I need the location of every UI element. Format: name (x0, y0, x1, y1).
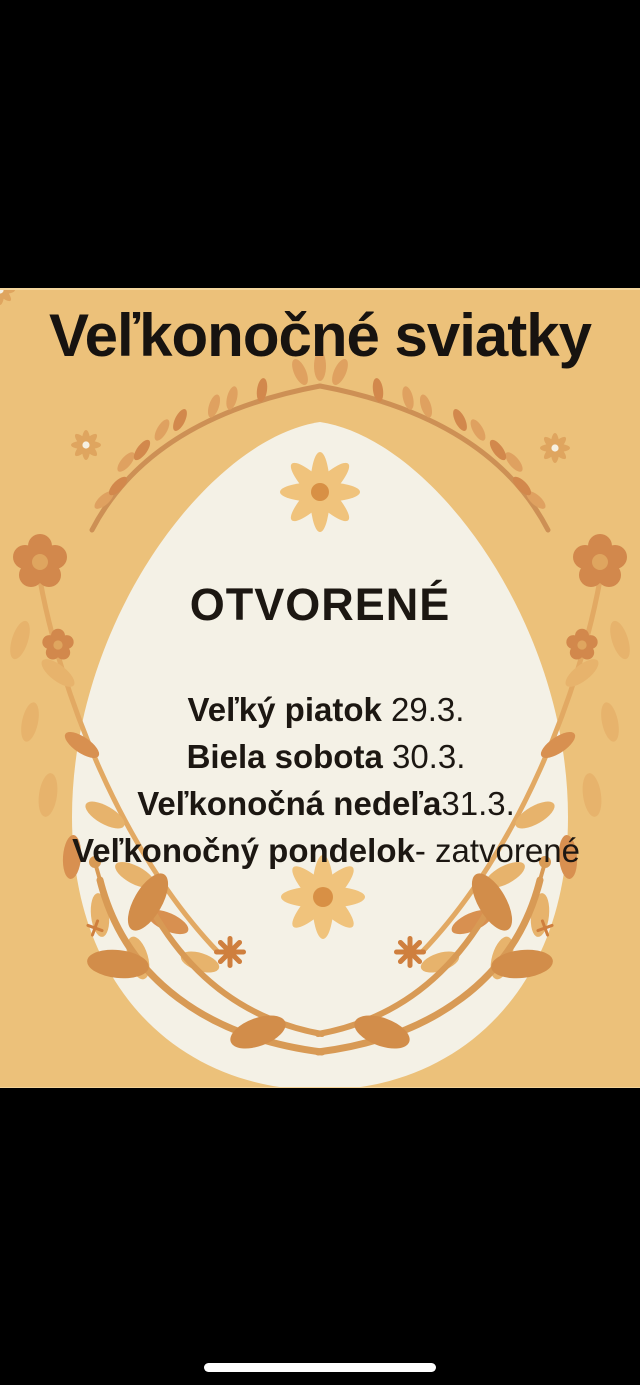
schedule-date: 31.3. (441, 785, 515, 822)
schedule-date: 30.3. (382, 738, 466, 775)
schedule-day-label: Biela sobota (186, 738, 383, 775)
schedule-day-label: Veľkonočný pondelok (72, 832, 415, 869)
schedule-row (12, 686, 640, 733)
easter-poster (0, 288, 640, 1088)
holiday-schedule (12, 686, 640, 874)
letterbox-top (0, 0, 640, 288)
home-indicator[interactable] (204, 1363, 436, 1372)
daisy-icon (280, 452, 360, 532)
star-flower-icon (214, 936, 246, 968)
schedule-day-label: Veľký piatok (187, 691, 382, 728)
letterbox-bottom (0, 1088, 640, 1385)
open-status-heading: OTVORENÉ (189, 579, 451, 630)
schedule-row (12, 780, 640, 827)
schedule-date: - zatvorené (414, 832, 580, 869)
schedule-row (12, 733, 640, 780)
schedule-date: 29.3. (381, 691, 465, 728)
schedule-day-label: Veľkonočná nedeľa (137, 785, 442, 822)
schedule-row (12, 827, 640, 874)
poster-title: Veľkonočné sviatky (48, 302, 592, 369)
